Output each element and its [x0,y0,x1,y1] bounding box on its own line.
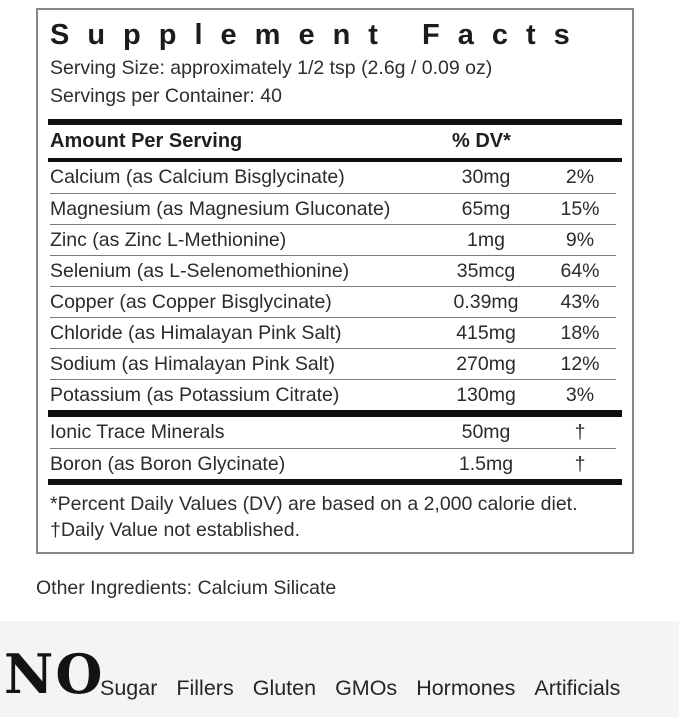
nutrient-amount: 1.5mg [458,452,514,475]
nutrient-dv: 43% [560,290,600,313]
nutrient-name: Selenium (as L-Selenomethionine) [50,259,350,282]
nutrient-table-no-dv [50,417,616,479]
nutrient-dv: 12% [560,352,600,375]
nutrient-dv: † [574,421,586,443]
header-percent-dv: % DV* [452,130,511,152]
table-header-row [50,125,616,158]
nutrient-dv: 64% [560,259,600,282]
supplement-facts-panel [36,8,634,554]
nutrient-amount: 1mg [467,228,505,251]
servings-per-container-text: Servings per Container: 40 [50,84,282,107]
nutrient-dv: † [574,452,586,475]
nutrient-dv: 9% [565,228,595,251]
nutrient-name: Magnesium (as Magnesium Gluconate) [50,197,391,220]
nutrient-table [50,162,616,410]
nutrient-amount: 65mg [461,197,511,220]
claim-artificials: Artificials [534,676,621,700]
row-chloride [50,317,616,348]
claim-hormones: Hormones [416,676,516,700]
nutrient-dv: 2% [565,166,595,188]
row-magnesium [50,193,616,224]
other-ingredients-text: Other Ingredients: Calcium Silicate [36,577,337,599]
row-ionic-trace-minerals [50,417,616,448]
nutrient-dv: 15% [560,197,600,220]
nutrient-amount: 130mg [456,383,516,406]
claim-gluten: Gluten [252,676,317,700]
nutrient-dv: 18% [560,321,600,344]
no-word: NO [4,642,105,706]
header-amount-per-serving: Amount Per Serving [50,130,243,152]
row-potassium [50,379,616,410]
row-copper [50,286,616,317]
divider-thick-middle [48,410,622,417]
row-boron [50,448,616,479]
nutrient-name: Sodium (as Himalayan Pink Salt) [50,352,336,375]
row-zinc [50,224,616,255]
nutrient-name: Boron (as Boron Glycinate) [50,452,286,475]
nutrient-name: Copper (as Copper Bisglycinate) [50,290,332,313]
claim-gmos: GMOs [335,676,398,700]
nutrient-name: Zinc (as Zinc L-Methionine) [50,228,287,251]
no-claims-banner [0,621,679,717]
daily-value-footnote: *Percent Daily Values (DV) are based on a 2,000 calorie diet. †Daily Value not established. [50,493,589,541]
no-claims-list [100,676,620,701]
nutrient-amount: 415mg [456,321,516,344]
nutrient-name: Chloride (as Himalayan Pink Salt) [50,321,342,344]
nutrient-name: Calcium (as Calcium Bisglycinate) [50,166,345,188]
nutrient-amount: 30mg [461,166,511,188]
panel-title: Supplement Facts [50,19,588,51]
nutrient-amount: 50mg [461,421,511,443]
row-calcium [50,162,616,193]
nutrient-name: Potassium (as Potassium Citrate) [50,383,340,406]
serving-size-text: Serving Size: approximately 1/2 tsp (2.6g / 0.09 oz) [50,57,493,79]
row-selenium [50,255,616,286]
nutrient-amount: 270mg [456,352,516,375]
claim-fillers: Fillers [176,676,234,700]
nutrient-amount: 35mcg [456,259,516,282]
nutrient-dv: 3% [565,383,595,406]
nutrient-amount: 0.39mg [453,290,519,313]
claim-sugar: Sugar [100,676,158,700]
nutrient-name: Ionic Trace Minerals [50,421,225,443]
row-sodium [50,348,616,379]
